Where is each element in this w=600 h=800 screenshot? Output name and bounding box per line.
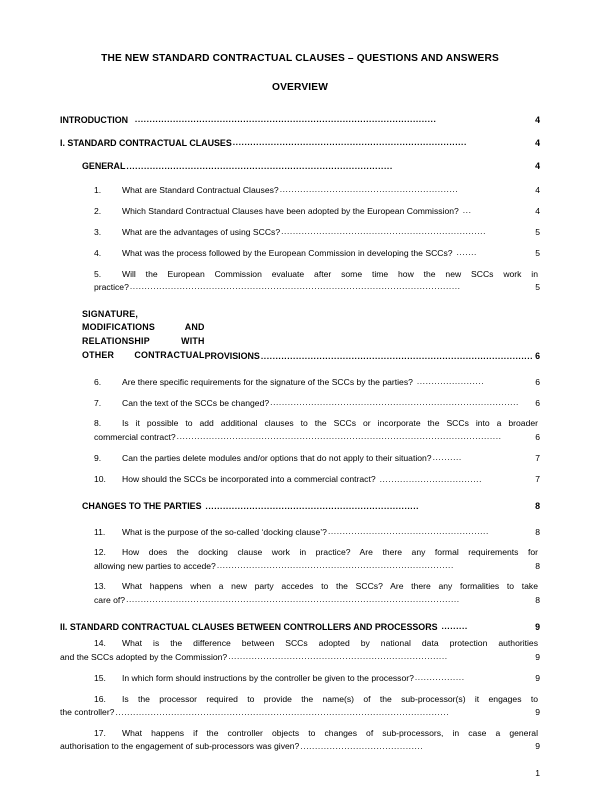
toc-number: 16.: [94, 693, 106, 704]
toc-page: 4: [535, 114, 540, 125]
toc-page: 4: [535, 184, 540, 195]
toc-leader: .........: [438, 621, 468, 632]
toc-label-cont: commercial contract?: [94, 431, 176, 442]
toc-leader: .........................................................................: [202, 500, 420, 511]
toc-page: 5: [535, 282, 540, 293]
toc-leader: ...: [459, 205, 472, 216]
toc-leader: ......................................................................: [281, 226, 487, 237]
toc-page: 5: [535, 226, 540, 237]
toc-label: What happens when a new party accedes to the SCCs? Are there any formalities to take: [122, 581, 538, 592]
toc-label: Is it possible to add additional clauses to the SCCs or incorporate the SCCs into a broader: [122, 418, 538, 429]
toc-entry-q10[interactable]: [94, 473, 540, 486]
toc-leader: ...........................................................................: [228, 651, 448, 662]
toc-entry-q13[interactable]: [94, 580, 540, 606]
toc-entry-general[interactable]: [82, 160, 540, 173]
toc-entry-q4[interactable]: [94, 246, 540, 259]
toc-page: 9: [535, 652, 540, 663]
toc-label: How should the SCCs be incorporated into a commercial contract?: [122, 474, 376, 485]
toc-page: 6: [535, 397, 540, 408]
toc-label: Can the parties delete modules and/or options that do not apply to their situation?: [122, 453, 432, 464]
page-subtitle: OVERVIEW: [272, 82, 328, 94]
toc-leader: ..........: [432, 452, 462, 463]
toc-entry-section-1[interactable]: [60, 136, 540, 149]
toc-entry-changes[interactable]: [82, 500, 540, 513]
page-number: 1: [535, 768, 540, 778]
toc-entry-q1[interactable]: [94, 183, 540, 196]
toc-entry-q15[interactable]: [94, 671, 540, 684]
toc-label: CHANGES TO THE PARTIES: [82, 500, 202, 511]
toc-number: 3.: [94, 226, 102, 237]
toc-label: Are there specific requirements for the signature of the SCCs by the parties?: [122, 376, 413, 387]
toc-entry-q7[interactable]: [94, 396, 540, 409]
toc-label: Can the text of the SCCs be changed?: [122, 397, 270, 408]
toc-number: 7.: [94, 397, 102, 408]
toc-page: 8: [535, 594, 540, 605]
toc-entry-signature[interactable]: [82, 308, 540, 363]
toc-number: 11.: [94, 526, 106, 537]
page-title: THE NEW STANDARD CONTRACTUAL CLAUSES – QUESTIONS AND ANSWERS: [101, 53, 499, 64]
toc-entry-q6[interactable]: [94, 375, 540, 388]
toc-leader: .......: [453, 247, 477, 258]
toc-entry-q17[interactable]: [60, 727, 540, 753]
toc-entry-q8[interactable]: [94, 417, 540, 443]
toc-label: What was the process followed by the European Commission in developing the SCCs?: [122, 248, 453, 259]
toc-entry-introduction[interactable]: [60, 113, 540, 126]
toc-leader: ..........................................: [300, 740, 424, 751]
toc-number: 10.: [94, 474, 106, 485]
toc-entry-section-2[interactable]: [60, 620, 540, 633]
toc-label: What is the difference between SCCs adopted by national data protection authorities: [122, 638, 538, 649]
toc-label: I. STANDARD CONTRACTUAL CLAUSES: [60, 137, 232, 148]
toc-page: 4: [535, 160, 540, 171]
toc-label: What is the purpose of the so-called ‘docking clause’?: [122, 526, 327, 537]
toc-number: 8.: [94, 418, 102, 429]
toc-number: 4.: [94, 248, 102, 259]
toc-label-cont: and the SCCs adopted by the Commission?: [60, 652, 228, 663]
toc-page: 7: [535, 474, 540, 485]
toc-page: 4: [535, 137, 540, 148]
toc-number: 2.: [94, 205, 102, 216]
toc-label: What happens if the controller objects to changes of sub-processors, in case a general: [122, 727, 538, 738]
toc-label: How does the docking clause work in practice? Are there any formal requirements for: [122, 547, 538, 558]
toc-page: 4: [535, 205, 540, 216]
toc-page: 8: [535, 500, 540, 511]
title-block: [60, 52, 540, 93]
toc-entry-q12[interactable]: [94, 546, 540, 572]
toc-number: 12.: [94, 547, 106, 558]
toc-entry-q11[interactable]: [94, 525, 540, 538]
toc-leader: .................: [414, 672, 465, 683]
toc-leader: .................................................................................: [216, 559, 454, 570]
toc-label-cont: PROVISIONS: [204, 350, 260, 361]
table-of-contents: [60, 113, 540, 753]
toc-leader: .............................................................: [279, 183, 459, 194]
toc-page: 6: [535, 376, 540, 387]
toc-leader: .............................................................................................: [260, 350, 534, 361]
toc-page: 9: [535, 707, 540, 718]
toc-label: SIGNATURE, MODIFICATIONS AND RELATIONSHIP WITH OTHER CONTRACTUAL: [82, 308, 205, 361]
toc-label: INTRODUCTION: [60, 114, 129, 125]
toc-number: 15.: [94, 673, 106, 684]
toc-number: 14.: [94, 638, 106, 649]
toc-label: GENERAL: [82, 160, 126, 171]
toc-page: 8: [535, 526, 540, 537]
toc-label-cont: practice?: [94, 282, 129, 293]
toc-leader: .......................................................: [327, 525, 489, 536]
toc-number: 9.: [94, 453, 102, 464]
toc-page: 7: [535, 453, 540, 464]
toc-label-cont: allowing new parties to accede?: [94, 560, 216, 571]
toc-number: 6.: [94, 376, 102, 387]
toc-label: II. STANDARD CONTRACTUAL CLAUSES BETWEEN CONTROLLERS AND PROCESSORS: [60, 621, 438, 632]
toc-number: 17.: [94, 727, 106, 738]
toc-leader: ................................................................................: [232, 137, 467, 148]
toc-leader: ...........................................................................................: [126, 160, 393, 171]
toc-entry-q3[interactable]: [94, 225, 540, 238]
toc-leader: .....................................................................................: [270, 397, 519, 408]
toc-page: 9: [535, 621, 540, 632]
toc-leader: .......................: [413, 375, 485, 386]
toc-page: 8: [535, 560, 540, 571]
toc-page: 5: [535, 248, 540, 259]
toc-label: Will the European Commission evaluate after some time how the new SCCs work in: [122, 268, 538, 279]
toc-label: In which form should instructions by the controller be given to the processor?: [122, 673, 414, 684]
toc-entry-q2[interactable]: [94, 204, 540, 217]
toc-label: Is the processor required to provide the name(s) of the sub-processor(s) it engages to: [122, 693, 538, 704]
toc-leader: ...................................: [376, 473, 483, 484]
toc-leader: .......................................................................................................: [129, 114, 437, 125]
toc-entry-q14[interactable]: [60, 637, 540, 663]
toc-entry-q16[interactable]: [60, 693, 540, 719]
toc-page: 9: [535, 741, 540, 752]
toc-label-cont: care of?: [94, 594, 126, 605]
toc-label: What are the advantages of using SCCs?: [122, 226, 281, 237]
toc-label-cont: the controller?: [60, 707, 115, 718]
toc-leader: ..................................................................................................................: [115, 706, 450, 717]
toc-entry-q5[interactable]: [94, 268, 540, 294]
toc-leader: .................................................................................................................: [129, 281, 461, 292]
toc-label-cont: authorisation to the engagement of sub-processors was given?: [60, 741, 300, 752]
toc-label: What are Standard Contractual Clauses?: [122, 184, 279, 195]
toc-number: 1.: [94, 184, 102, 195]
toc-leader: ...............................................................................................................: [176, 431, 502, 442]
toc-label: Which Standard Contractual Clauses have been adopted by the European Commission?: [122, 205, 459, 216]
toc-number: 13.: [94, 581, 106, 592]
toc-page: 6: [535, 431, 540, 442]
toc-entry-q9[interactable]: [94, 451, 540, 464]
toc-number: 5.: [94, 268, 102, 279]
toc-page: 9: [535, 673, 540, 684]
toc-leader: ..................................................................................................................: [126, 594, 460, 605]
toc-page: 6: [535, 350, 540, 361]
